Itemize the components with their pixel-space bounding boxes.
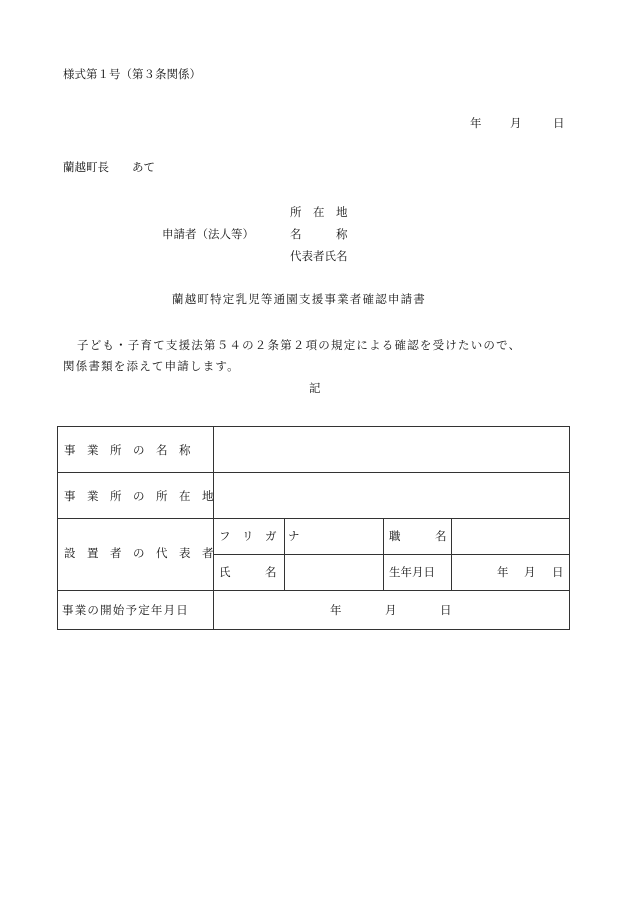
birth-month-label: 月 bbox=[524, 565, 536, 579]
start-day-label: 日 bbox=[440, 603, 452, 617]
furigana-label: フ リ ガ ナ bbox=[219, 529, 300, 543]
applicant-address-label: 所 在 地 bbox=[290, 205, 348, 219]
date-day-label: 日 bbox=[553, 116, 565, 130]
applicant-name-label: 名 称 bbox=[290, 227, 348, 241]
applicant-label: 申請者（法人等） bbox=[162, 227, 254, 241]
addressee: 蘭越町長 あて bbox=[63, 160, 155, 174]
position-field[interactable] bbox=[452, 519, 569, 554]
office-address-field[interactable] bbox=[214, 473, 569, 518]
start-date-label: 事業の開始予定年月日 bbox=[62, 603, 189, 617]
date-year-label: 年 bbox=[470, 116, 482, 130]
full-name-label: 氏 名 bbox=[219, 565, 277, 579]
body-text-line1: 子ども・子育て支援法第５４の２条第２項の規定による確認を受けたいので、 bbox=[77, 338, 522, 352]
birth-date-label: 生年月日 bbox=[389, 565, 435, 579]
start-year-label: 年 bbox=[330, 603, 342, 617]
office-name-field[interactable] bbox=[214, 427, 569, 472]
founder-representative-label: 設 置 者 の 代 表 者 bbox=[64, 546, 214, 560]
document-title: 蘭越町特定乳児等通園支援事業者確認申請書 bbox=[172, 292, 426, 306]
form-number: 様式第１号（第３条関係） bbox=[63, 67, 201, 81]
date-month-label: 月 bbox=[510, 116, 522, 130]
furigana-field[interactable] bbox=[285, 519, 383, 554]
start-month-label: 月 bbox=[385, 603, 397, 617]
birth-year-label: 年 bbox=[497, 565, 509, 579]
body-text-line2: 関係書類を添えて申請します。 bbox=[63, 359, 240, 373]
birth-day-label: 日 bbox=[552, 565, 564, 579]
ki-label: 記 bbox=[309, 381, 321, 395]
office-address-label: 事 業 所 の 所 在 地 bbox=[64, 489, 214, 503]
application-table bbox=[57, 426, 570, 630]
office-name-label: 事 業 所 の 名 称 bbox=[64, 443, 191, 457]
applicant-representative-label: 代表者氏名 bbox=[290, 249, 348, 263]
full-name-field[interactable] bbox=[285, 555, 383, 590]
position-label: 職 名 bbox=[389, 529, 447, 543]
